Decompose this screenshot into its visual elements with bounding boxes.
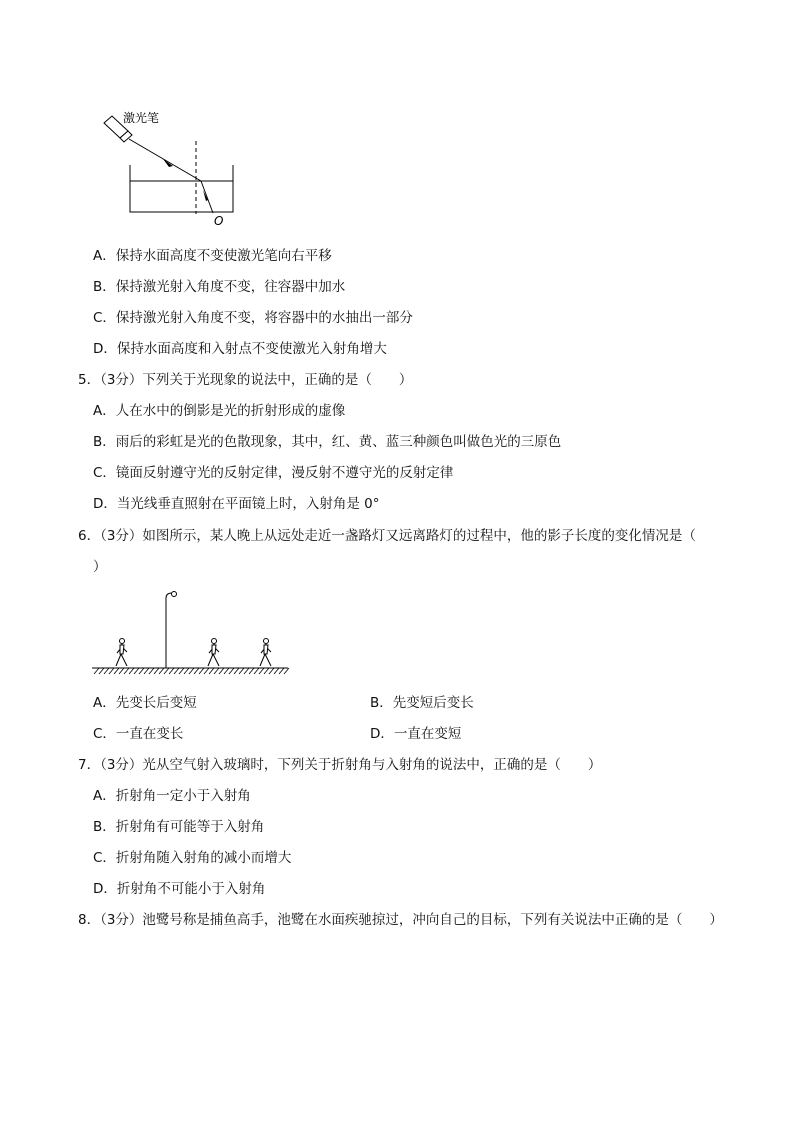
q6-option-d: D．一直在变短 (370, 726, 462, 742)
q8-stem: 8．（3分）池鹭号称是捕鱼高手，池鹭在水面疾驰掠过，冲向自己的目标，下列有关说法中正确的是（ ） (78, 912, 723, 928)
q5-option-d: D．当光线垂直照射在平面镜上时，入射角是 0° (93, 496, 380, 512)
q6-stem-line1: 6．（3分）如图所示，某人晚上从远处走近一盏路灯又远离路灯的过程中，他的影子长度的变化情况是（ (78, 528, 696, 544)
q5-option-c: C．镜面反射遵守光的反射定律，漫反射不遵守光的反射定律 (93, 465, 454, 481)
point-o-label: O (214, 214, 224, 228)
q6-option-c: C．一直在变长 (93, 726, 184, 742)
q7-option-d: D．折射角不可能小于入射角 (93, 881, 266, 897)
q4-option-a: A．保持水面高度不变使激光笔向右平移 (93, 248, 332, 264)
q5-option-a: A．人在水中的倒影是光的折射形成的虚像 (93, 403, 346, 419)
container (130, 165, 233, 212)
street-lamp-icon (166, 592, 177, 669)
q7-stem: 7．（3分）光从空气射入玻璃时，下列关于折射角与入射角的说法中，正确的是（ ） (78, 757, 602, 773)
walking-person-icon (116, 639, 127, 667)
q7-option-a: A．折射角一定小于入射角 (93, 788, 251, 804)
laser-pen-label: 激光笔 (123, 111, 160, 125)
q7-option-b: B．折射角有可能等于入射角 (93, 819, 265, 835)
streetlamp-figure (92, 588, 292, 676)
q6-option-a: A．先变长后变短 (93, 695, 197, 711)
walking-person-icon (208, 639, 219, 667)
walking-person-icon (260, 639, 271, 667)
q6-option-b: B．先变短后变长 (370, 695, 474, 711)
q5-option-b: B．雨后的彩虹是光的色散现象，其中，红、黄、蓝三种颜色叫做色光的三原色 (93, 434, 562, 450)
q6-stem-line2: ） (93, 559, 107, 575)
ground-hatching (94, 668, 289, 674)
q5-stem: 5．（3分）下列关于光现象的说法中，正确的是（ ） (78, 372, 413, 388)
q7-option-c: C．折射角随入射角的减小而增大 (93, 850, 292, 866)
q4-option-b: B．保持激光射入角度不变，往容器中加水 (93, 279, 346, 295)
laser-container-figure (95, 108, 245, 230)
arrow-icon (163, 159, 173, 167)
q4-option-d: D．保持水面高度和入射点不变使激光入射角增大 (93, 341, 387, 357)
q4-option-c: C．保持激光射入角度不变，将容器中的水抽出一部分 (93, 310, 413, 326)
